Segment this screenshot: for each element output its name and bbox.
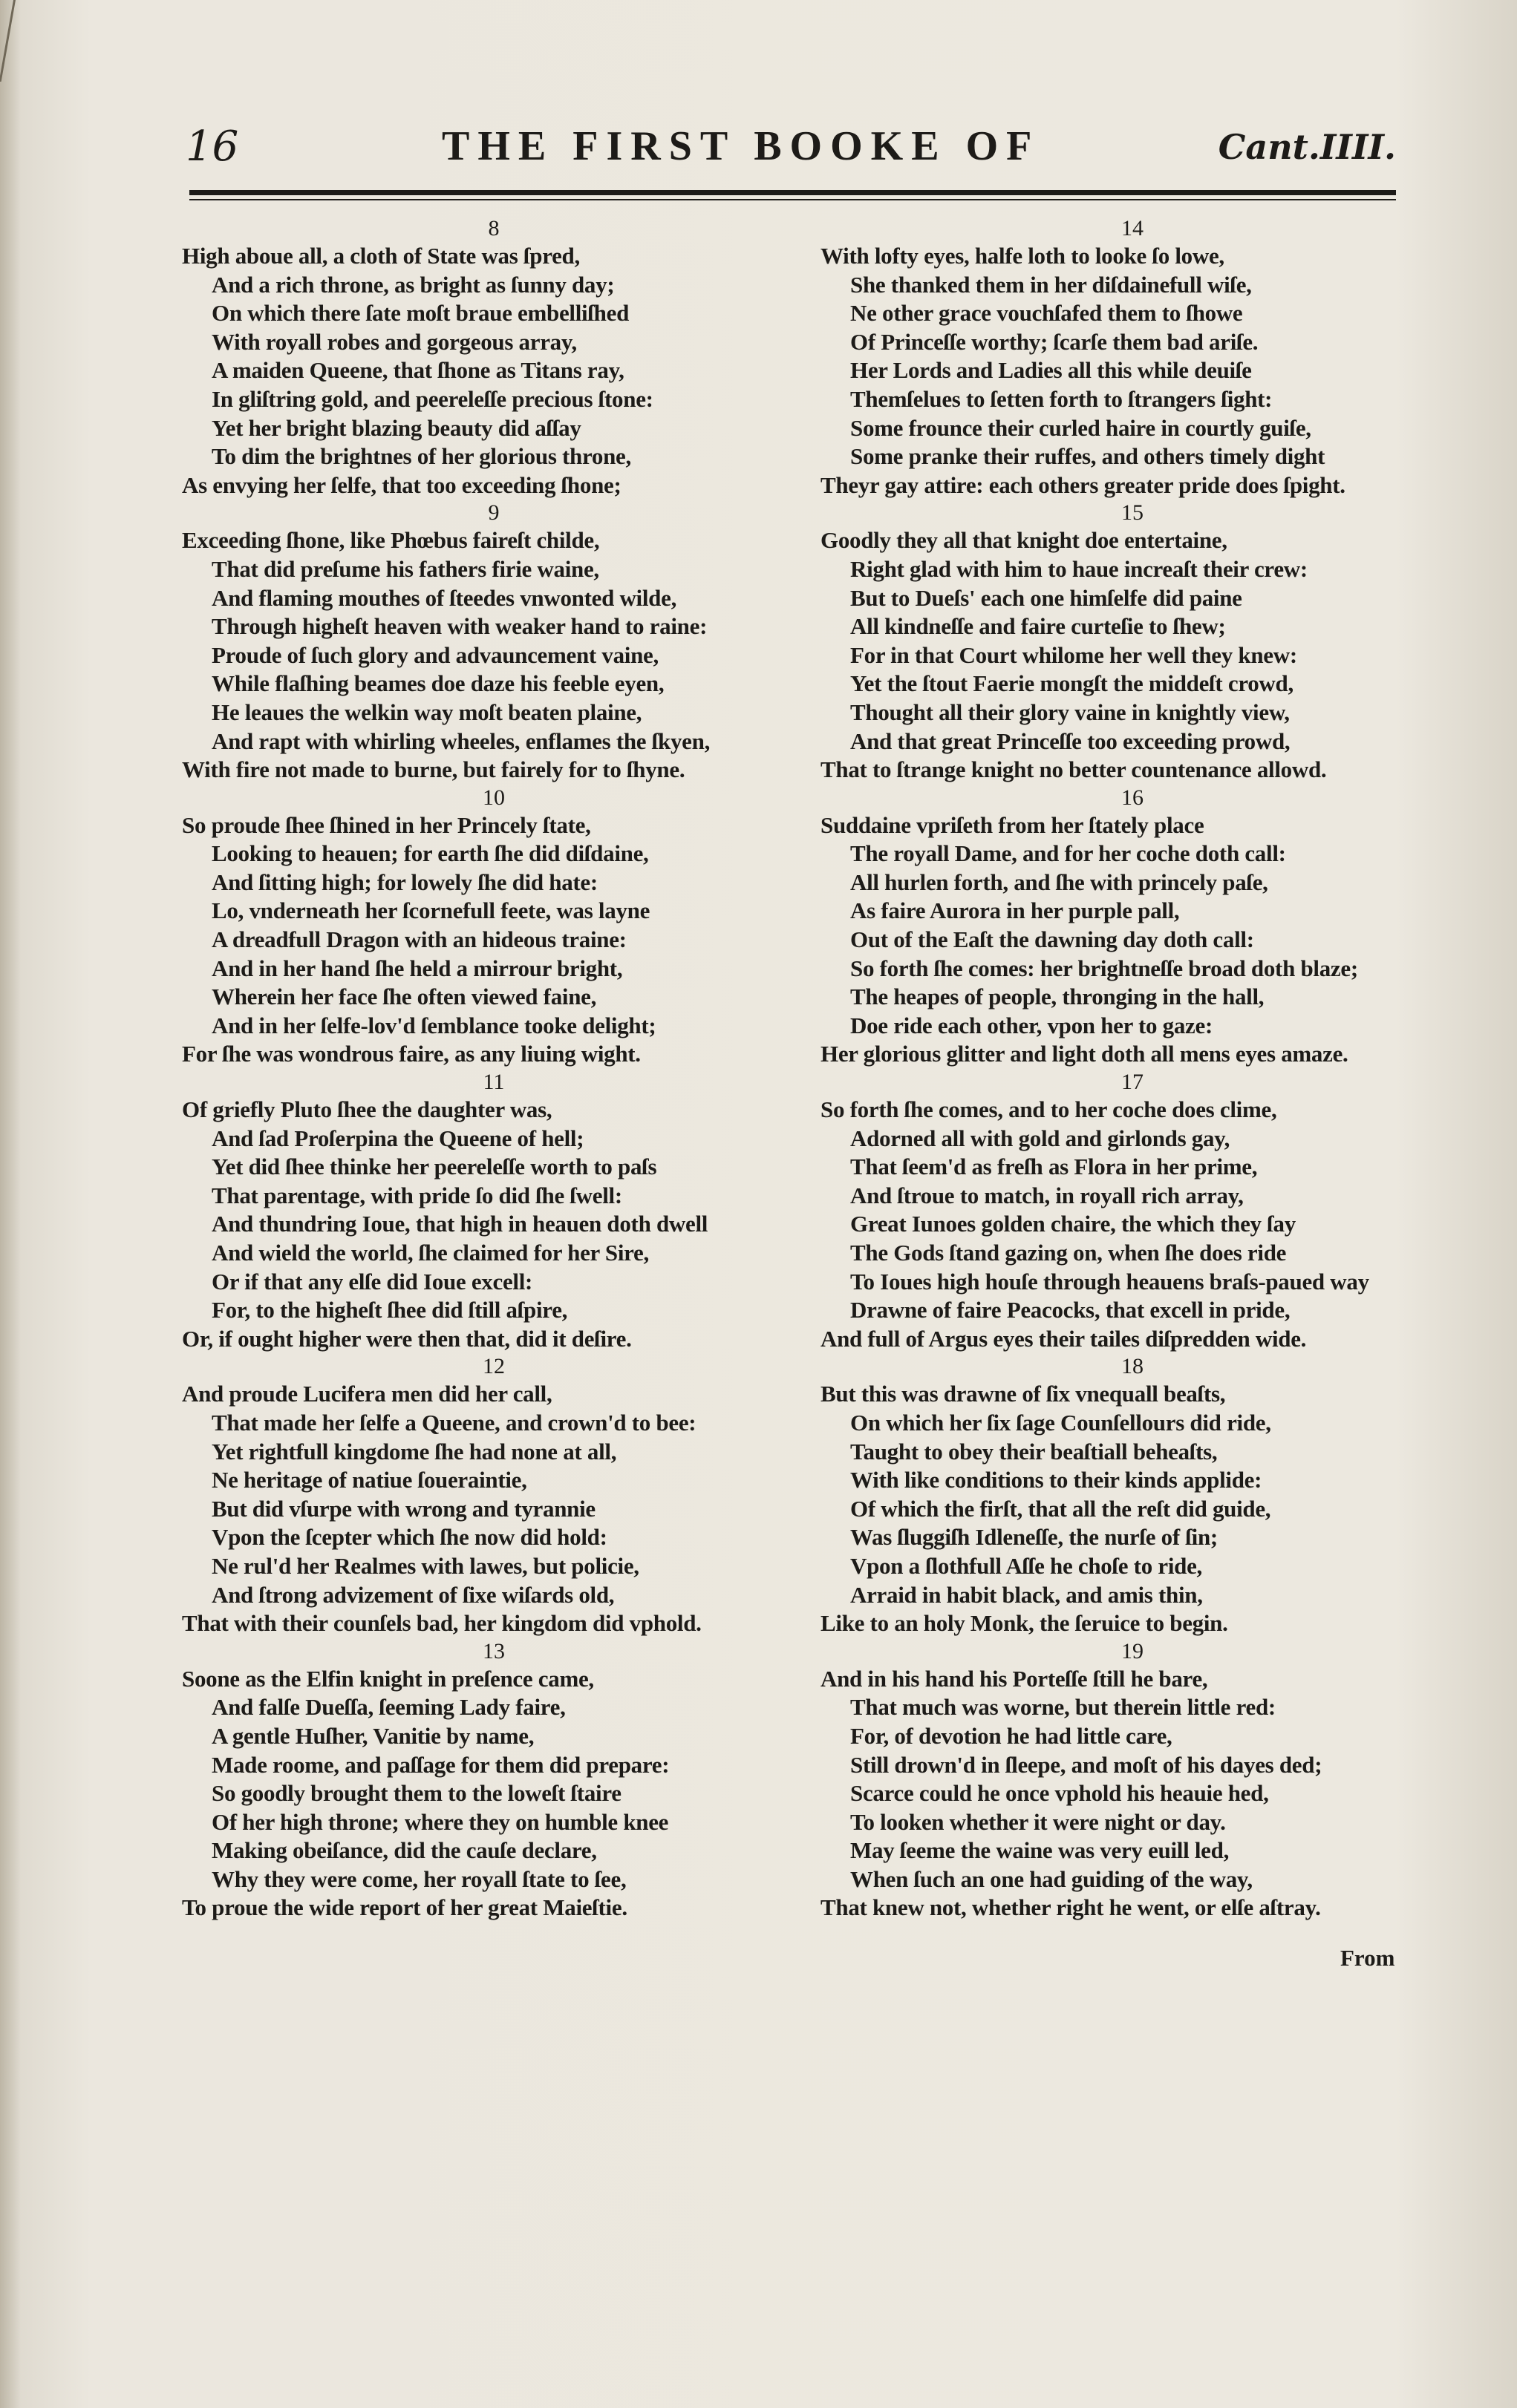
verse-line: That much was worne, but therein little red: [850, 1694, 1276, 1721]
verse-line: Of griefly Pluto ſhee the daughter was, [182, 1096, 552, 1123]
verse-line: To dim the brightnes of her glorious throne, [212, 443, 631, 470]
verse-line: She thanked them in her diſdainefull wiſe, [850, 271, 1252, 298]
verse-line: Theyr gay attire: each others greater pride does ſpight. [821, 471, 1345, 498]
verse-line: Yet rightfull kingdome ſhe had none at all, [212, 1438, 617, 1465]
verse-line: A gentle Huſher, Vanitie by name, [212, 1722, 535, 1749]
verse-line: Ne heritage of natiue ſoueraintie, [212, 1467, 527, 1493]
verse-line: To looken whether it were night or day. [850, 1808, 1226, 1835]
verse-line: Still drown'd in ſleepe, and moſt of his dayes ded; [850, 1751, 1322, 1778]
verse-line: The royall Dame, and for her coche doth call: [850, 840, 1286, 867]
verse-line: Her Lords and Ladies all this while deuiſe [850, 357, 1252, 384]
verse-line: The Gods ſtand gazing on, when ſhe does ride [850, 1240, 1287, 1266]
stanza [821, 1353, 1444, 1637]
verse-line: Ne other grace vouchſafed them to ſhowe [850, 300, 1243, 327]
verse-line: And wield the world, ſhe claimed for her Sire, [212, 1240, 649, 1266]
stanza-number: 15 [1121, 500, 1144, 526]
stanza [821, 1069, 1444, 1353]
verse-line: That ſeem'd as freſh as Flora in her prime, [850, 1154, 1258, 1180]
verse-line: Some pranke their ruffes, and others timely dight [850, 443, 1325, 470]
stanza [182, 1638, 806, 1923]
verse-line: For, to the higheſt ſhee did ſtill aſpire, [212, 1297, 568, 1324]
verse-line: Or, if ought higher were then that, did it deſire. [182, 1325, 632, 1352]
verse-line: That parentage, with pride ſo did ſhe ſwell: [212, 1182, 622, 1208]
verse-line: That to ſtrange knight no better countenance allowd. [821, 756, 1327, 783]
verse-line: Drawne of faire Peacocks, that excell in pride, [850, 1297, 1291, 1324]
verse-line: Or if that any elſe did Ioue excell: [212, 1268, 533, 1295]
stanza-number: 11 [483, 1070, 505, 1095]
verse-line: And ſad Proſerpina the Queene of hell; [212, 1125, 584, 1151]
stanza-number: 17 [1121, 1070, 1144, 1095]
verse-line: Ne rul'd her Realmes with lawes, but policie, [212, 1552, 639, 1579]
verse-line: But this was drawne of ſix vnequall beaſts, [821, 1381, 1226, 1407]
verse-line: Doe ride each other, vpon her to gaze: [850, 1012, 1213, 1038]
verse-line: A maiden Queene, that ſhone as Titans ray, [212, 357, 624, 384]
verse-line: Like to an holy Monk, the ſeruice to begin. [821, 1610, 1228, 1637]
verse-line: Was ſluggiſh Idleneſſe, the nurſe of ſin; [850, 1524, 1218, 1551]
verse-line: Exceeding ſhone, like Phœbus faireſt childe, [182, 527, 600, 554]
verse-line: But to Dueſs' each one himſelfe did paine [850, 584, 1242, 611]
page-number: 16 [186, 122, 239, 171]
verse-line: May ſeeme the waine was very euill led, [850, 1837, 1230, 1864]
verse-line: And in her ſelfe-lov'd ſemblance tooke delight; [212, 1012, 656, 1038]
stanza [182, 215, 806, 500]
verse-line: A dreadfull Dragon with an hideous traine: [212, 926, 627, 953]
page-gutter-shadow [0, 0, 21, 2408]
verse-line: So forth ſhe comes, and to her coche does clime, [821, 1096, 1277, 1123]
verse-line: All hurlen forth, and ſhe with princely paſe, [850, 868, 1268, 895]
verse-line: Great Iunoes golden chaire, the which they ſay [850, 1211, 1296, 1237]
verse-line: Soone as the Elfin knight in preſence came, [182, 1665, 594, 1692]
verse-line: Through higheſt heaven with weaker hand to raine: [212, 613, 708, 640]
verse-line: Vpon a ſlothfull Aſſe he choſe to ride, [850, 1552, 1202, 1579]
verse-line: On which there ſate moſt braue embelliſhed [212, 300, 630, 327]
verse-line: With lofty eyes, halfe loth to looke ſo lowe, [821, 243, 1224, 269]
verse-line: Out of the Eaſt the dawning day doth call: [850, 926, 1254, 953]
left-column [182, 215, 806, 1923]
verse-line: And proude Lucifera men did her call, [182, 1381, 552, 1407]
verse-line: Of Princeſſe worthy; ſcarſe them bad ariſe. [850, 328, 1259, 355]
verse-line: High aboue all, a cloth of State was ſpred, [182, 243, 580, 269]
verse-line: That made her ſelfe a Queene, and crown'd to bee: [212, 1409, 696, 1436]
verse-line: To Ioues high houſe through heauens braſs-paued way [850, 1268, 1369, 1295]
verse-line: He leaues the welkin way moſt beaten plaine, [212, 698, 642, 725]
verse-line: Themſelues to ſetten forth to ſtrangers ſight: [850, 385, 1273, 412]
verse-line: Right glad with him to haue increaſt their crew: [850, 555, 1308, 582]
stanza-number: 8 [488, 216, 500, 241]
verse-line: Making obeiſance, did the cauſe declare, [212, 1837, 597, 1864]
verse-line: On which her ſix ſage Counſellours did ride, [850, 1409, 1271, 1436]
verse-line: So proude ſhee ſhined in her Princely ſtate, [182, 811, 591, 838]
verse-line: Lo, vnderneath her ſcornefull feete, was layne [212, 897, 650, 924]
stanza-number: 9 [488, 500, 500, 526]
verse-line: And rapt with whirling wheeles, enflames the ſkyen, [212, 727, 711, 754]
verse-line: That knew not, whether right he went, or elſe aſtray. [821, 1894, 1321, 1921]
stanza [821, 785, 1444, 1069]
verse-line: So forth ſhe comes: her brightneſſe broad doth blaze; [850, 955, 1358, 981]
verse-line: Adorned all with gold and girlonds gay, [850, 1125, 1230, 1151]
verse-line: For, of devotion he had little care, [850, 1722, 1172, 1749]
verse-line: That did preſume his fathers firie waine, [212, 555, 599, 582]
verse-line: Yet the ſtout Faerie mongſt the middeſt crowd, [850, 670, 1293, 697]
stanza-number: 19 [1121, 1638, 1144, 1663]
verse-line: With like conditions to their kinds applide: [850, 1467, 1262, 1493]
verse-line: Her glorious glitter and light doth all mens eyes amaze. [821, 1041, 1348, 1067]
verse-line: And flaming mouthes of ſteedes vnwonted wilde, [212, 584, 677, 611]
verse-line: With royall robes and gorgeous array, [212, 328, 577, 355]
verse-line: Vpon the ſcepter which ſhe now did hold: [212, 1524, 607, 1551]
verse-line: Proude of ſuch glory and advauncement vaine, [212, 641, 659, 668]
canto-label: Cant.IIII. [1218, 127, 1396, 167]
catchword: From [1340, 1945, 1395, 1971]
verse-line: When ſuch an one had guiding of the way, [850, 1865, 1253, 1892]
verse-line: In gliſtring gold, and peereleſſe precious ſtone: [212, 385, 653, 412]
verse-line: Wherein her face ſhe often viewed faine, [212, 984, 597, 1010]
stanza [182, 1353, 806, 1637]
running-header [186, 122, 1396, 178]
verse-line: And ſtroue to match, in royall rich array, [850, 1182, 1244, 1208]
verse-line: All kindneſſe and faire curteſie to ſhew; [850, 613, 1226, 640]
verse-line: And ſitting high; for lowely ſhe did hate: [212, 868, 598, 895]
verse-line: And that great Princeſſe too exceeding prowd, [850, 727, 1291, 754]
verse-line: To proue the wide report of her great Maieſtie. [182, 1894, 627, 1921]
right-column [821, 215, 1444, 1923]
header-rule-thin [189, 199, 1396, 200]
verse-line: Why they were come, her royall ſtate to ſee, [212, 1865, 627, 1892]
verse-line: Made roome, and paſſage for them did prepare: [212, 1751, 670, 1778]
stanza-number: 13 [483, 1638, 505, 1663]
verse-line: With fire not made to burne, but fairely for to ſhyne. [182, 756, 685, 783]
verse-line: And in his hand his Porteſſe ſtill he bare, [821, 1665, 1208, 1692]
stanza [821, 1638, 1444, 1923]
stanza-number: 14 [1121, 216, 1144, 241]
verse-line: And thundring Ioue, that high in heauen doth dwell [212, 1211, 708, 1237]
verse-line: And ſtrong advizement of ſixe wiſards old, [212, 1581, 615, 1608]
verse-line: Arraid in habit black, and amis thin, [850, 1581, 1203, 1608]
stanza-number: 12 [483, 1354, 505, 1379]
verse-line: Some frounce their curled haire in courtly guiſe, [850, 414, 1311, 441]
stanza [821, 215, 1444, 500]
verse-line: For in that Court whilome her well they knew: [850, 641, 1297, 668]
verse-line: Taught to obey their beaſtiall beheaſts, [850, 1438, 1218, 1465]
verse-line: So goodly brought them to the loweſt ſtaire [212, 1780, 622, 1807]
verse-line: And falſe Dueſſa, ſeeming Lady faire, [212, 1694, 566, 1721]
verse-line: But did vſurpe with wrong and tyrannie [212, 1495, 596, 1522]
verse-line: Of her high throne; where they on humble knee [212, 1808, 669, 1835]
stanza-number: 18 [1121, 1354, 1144, 1379]
verse-line: For ſhe was wondrous faire, as any liuing wight. [182, 1041, 641, 1067]
verse-line: Looking to heauen; for earth ſhe did diſdaine, [212, 840, 649, 867]
verse-line: And in her hand ſhe held a mirrour bright, [212, 955, 623, 981]
verse-line: Goodly they all that knight doe entertaine, [821, 527, 1227, 554]
stanza [182, 1069, 806, 1353]
verse-line: As envying her ſelfe, that too exceeding ſhone; [182, 471, 622, 498]
verse-line: Suddaine vpriſeth from her ſtately place [821, 811, 1204, 838]
verse-line: The heapes of people, thronging in the hall, [850, 984, 1265, 1010]
stanza-number: 10 [483, 785, 505, 810]
stanza [821, 500, 1444, 784]
stanza [182, 500, 806, 784]
verse-line: Yet did ſhee thinke her peereleſſe worth to paſs [212, 1154, 657, 1180]
running-title: THE FIRST BOOKE OF [442, 123, 1040, 169]
verse-line: And a rich throne, as bright as ſunny day; [212, 271, 615, 298]
stanza-number: 16 [1121, 785, 1144, 810]
header-rule [189, 190, 1396, 195]
verse-line: While flaſhing beames doe daze his feeble eyen, [212, 670, 665, 697]
verse-line: Thought all their glory vaine in knightly view, [850, 698, 1290, 725]
verse-line: That with their counſels bad, her kingdom did vphold. [182, 1610, 702, 1637]
stanza [182, 785, 806, 1069]
verse-line: Of which the firſt, that all the reſt did guide, [850, 1495, 1271, 1522]
verse-line: Yet her bright blazing beauty did aſſay [212, 414, 581, 441]
verse-line: As faire Aurora in her purple pall, [850, 897, 1180, 924]
verse-line: Scarce could he once vphold his heauie hed, [850, 1780, 1269, 1807]
verse-line: And full of Argus eyes their tailes diſpredden wide. [821, 1325, 1307, 1352]
